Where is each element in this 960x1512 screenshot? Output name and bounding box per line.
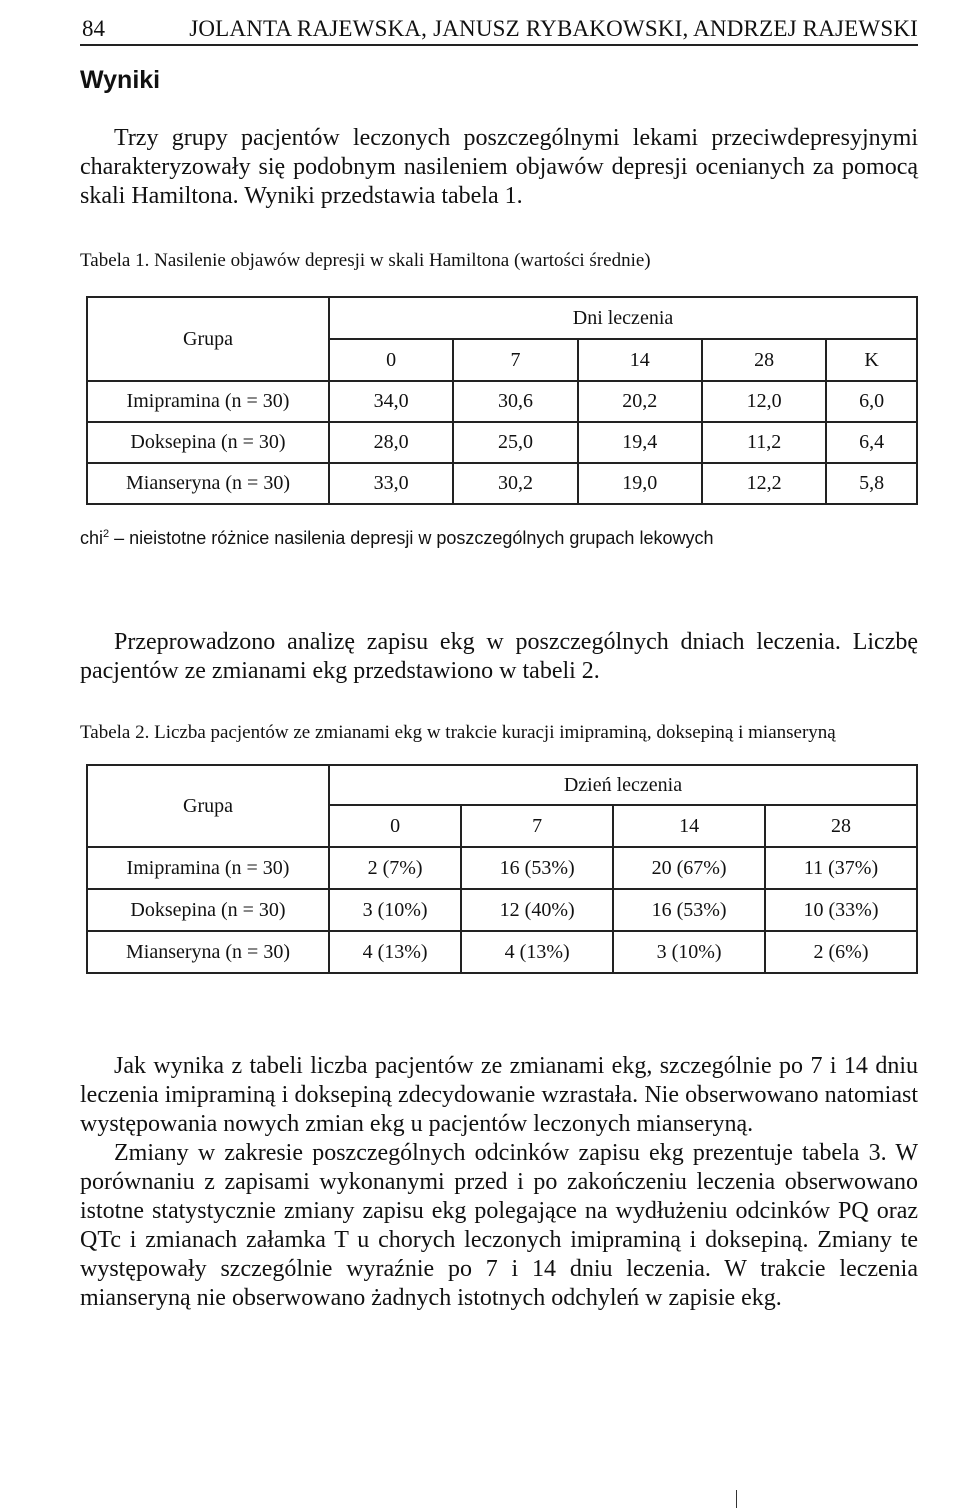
table1-col-header: 14: [578, 339, 702, 381]
table2-cell: 4 (13%): [329, 931, 461, 973]
table1-cell: 34,0: [329, 381, 453, 422]
table2-col-header: 7: [461, 805, 613, 847]
table2-row: [87, 931, 917, 973]
paragraph-ekg-text: Przeprowadzono analizę zapisu ekg w poszczególnych dniach leczenia. Liczbę pacjentów ze zmianami ekg przedstawiono w tabeli 2.: [80, 629, 918, 684]
table1-cell: 6,0: [826, 381, 917, 422]
table1-row-group: Imipramina (n = 30): [87, 381, 329, 422]
table1-cell: 12,0: [702, 381, 826, 422]
table2-cell: 10 (33%): [765, 889, 917, 931]
table1-row-group: Doksepina (n = 30): [87, 422, 329, 463]
table1-caption: Tabela 1. Nasilenie objawów depresji w skali Hamiltona (wartości średnie): [80, 250, 651, 271]
table2-cell: 2 (6%): [765, 931, 917, 973]
table2-caption: Tabela 2. Liczba pacjentów ze zmianami ekg w trakcie kuracji imipraminą, doksepiną i mianseryną: [80, 722, 836, 743]
table1-col-header: 0: [329, 339, 453, 381]
table1-row: [87, 422, 917, 463]
table1-footnote: [80, 528, 713, 549]
paragraph-intro-text: Trzy grupy pacjentów leczonych poszczególnymi lekami przeciwdepresyjnymi charakteryzowały się podobnym nasileniem objawów depresji ocenianych za pomocą skali Hamiltona. Wyniki przedstawia tabela 1.: [80, 125, 918, 209]
table1-col-header: 28: [702, 339, 826, 381]
table2-col-header: 28: [765, 805, 917, 847]
table1-cell: 6,4: [826, 422, 917, 463]
table1-cell: 33,0: [329, 463, 453, 504]
paragraph-results-2: Zmiany w zakresie poszczególnych odcinków zapisu ekg prezentuje tabela 3. W porównaniu z zapisami wykonanymi przed i po zakończeniu leczenia obserwowano istotne statystycznie zmiany zapisu ekg polegające na wydłużeniu odcinków PQ oraz QTc i zmianach załamka T u chorych leczonych imipraminą i doksepiną. Zmiany te występowały szczególnie wyraźnie po 7 i 14 dniu leczenia. W trakcie leczenia mianseryną nie obserwowano żadnych istotnych odchyleń w zapisie ekg.: [80, 1140, 918, 1311]
table2-col-header: 14: [613, 805, 765, 847]
table2-row: [87, 847, 917, 889]
table1-span-header: Dni leczenia: [329, 297, 917, 339]
running-header-authors: JOLANTA RAJEWSKA, JANUSZ RYBAKOWSKI, ANDRZEJ RAJEWSKI: [189, 16, 918, 41]
table1-cell: 28,0: [329, 422, 453, 463]
table1-group-header: Grupa: [87, 297, 329, 381]
table1-cell: 11,2: [702, 422, 826, 463]
table1-cell: 5,8: [826, 463, 917, 504]
table1-cell: 19,4: [578, 422, 702, 463]
table2-row-group: Imipramina (n = 30): [87, 847, 329, 889]
table2-cell: 3 (10%): [329, 889, 461, 931]
running-header: [80, 10, 918, 46]
body-text: [80, 1052, 918, 1313]
table1-cell: 20,2: [578, 381, 702, 422]
section-title: Wyniki: [80, 66, 161, 94]
table2-row-group: Mianseryna (n = 30): [87, 931, 329, 973]
table2-cell: 16 (53%): [461, 847, 613, 889]
table2: [86, 764, 918, 974]
table2-cell: 11 (37%): [765, 847, 917, 889]
table1-cell: 30,2: [453, 463, 577, 504]
table2-col-header: 0: [329, 805, 461, 847]
table2-cell: 12 (40%): [461, 889, 613, 931]
table1-row: [87, 381, 917, 422]
page-number: 84: [82, 16, 105, 41]
table1-cell: 25,0: [453, 422, 577, 463]
table1-cell: 19,0: [578, 463, 702, 504]
paragraph-ekg: [80, 628, 918, 686]
table1: [86, 296, 918, 505]
table2-row: [87, 889, 917, 931]
table2-group-header: Grupa: [87, 765, 329, 847]
table1-row-group: Mianseryna (n = 30): [87, 463, 329, 504]
table2-cell: 20 (67%): [613, 847, 765, 889]
table2-row-group: Doksepina (n = 30): [87, 889, 329, 931]
table2-cell: 16 (53%): [613, 889, 765, 931]
table1-col-header: 7: [453, 339, 577, 381]
paragraph-results-1: Jak wynika z tabeli liczba pacjentów ze zmianami ekg, szczególnie po 7 i 14 dniu leczenia imipraminą i doksepiną zdecydowanie wzrastała. Nie obserwowano natomiast występowania nowych zmian ekg u pacjentów leczonych mianseryną.: [80, 1053, 918, 1137]
footnote-superscript: 2: [103, 528, 110, 540]
table1-cell: 30,6: [453, 381, 577, 422]
table1-row: [87, 463, 917, 504]
table2-cell: 3 (10%): [613, 931, 765, 973]
table2-span-header: Dzień leczenia: [329, 765, 917, 805]
table2-cell: 4 (13%): [461, 931, 613, 973]
table1-cell: 12,2: [702, 463, 826, 504]
table1-col-header: K: [826, 339, 917, 381]
footnote-chi: chi: [80, 528, 104, 548]
table2-cell: 2 (7%): [329, 847, 461, 889]
paragraph-intro: [80, 124, 918, 211]
footnote-text: – nieistotne różnice nasilenia depresji w poszczególnych grupach lekowych: [109, 528, 714, 548]
scan-mark: [736, 1490, 737, 1508]
